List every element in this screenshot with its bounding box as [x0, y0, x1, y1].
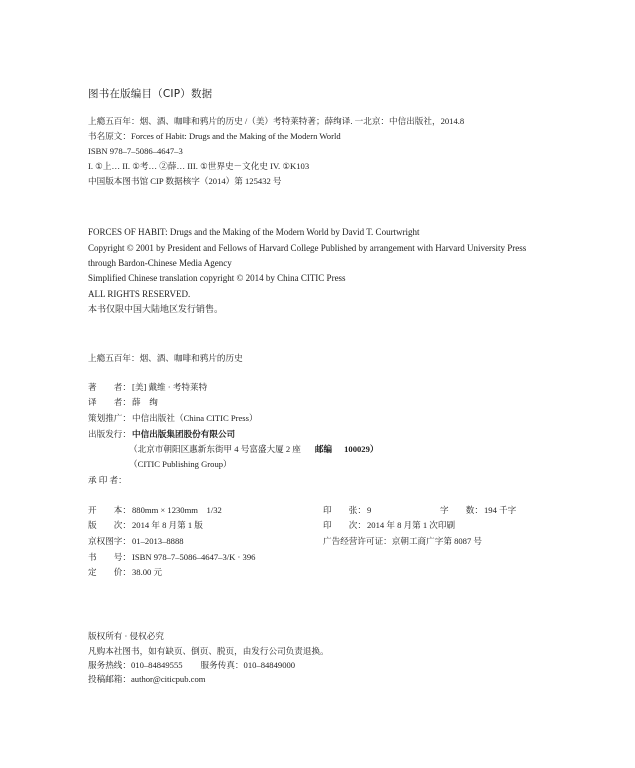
isbn-value: ISBN 978–7–5086–4647–3/K · 396	[132, 552, 256, 562]
permit-value: 01–2013–8888	[132, 536, 184, 546]
copyright-agency: through Bardon-Chinese Media Agency	[88, 258, 232, 268]
author-value: [美] 戴维 · 考特莱特	[132, 382, 208, 392]
service-fax: 服务传真：010–84849000	[200, 660, 296, 670]
edition-label: 版 次：	[88, 520, 131, 530]
copyright-rights-reserved: ALL RIGHTS RESERVED.	[88, 289, 191, 299]
format-label: 开 本：	[88, 505, 131, 515]
spec-edition	[88, 520, 203, 531]
cip-line-original-title: 书名原文：Forces of Habit: Drugs and the Making of the Modern World	[88, 131, 341, 141]
sheets-value: 9	[367, 505, 372, 515]
translator-value: 薛 绚	[132, 397, 158, 407]
copyright-notice: Copyright © 2001 by President and Fellows of Harvard College Published by arrangement with Harvard University Press	[88, 243, 527, 253]
publisher-value: 中信出版集团股份有限公司	[132, 429, 236, 439]
spec-permit	[88, 536, 184, 547]
ad-label: 广告经营许可证：	[323, 536, 392, 546]
planner-value: 中信出版社（China CITIC Press）	[132, 413, 258, 423]
cip-line-isbn: ISBN 978–7–5086–4647–3	[88, 146, 183, 156]
words-label: 字 数：	[440, 505, 483, 515]
isbn-label: 书 号：	[88, 552, 131, 562]
printer-label: 承 印 者：	[88, 475, 127, 485]
cip-line-record-number: 中国版本图书馆 CIP 数据核字（2014）第 125432 号	[88, 176, 282, 186]
copyright-original-title: FORCES OF HABIT: Drugs and the Making of the Modern World by David T. Courtwright	[88, 227, 420, 237]
footer-email: 投稿邮箱：author@citicpub.com	[88, 674, 206, 684]
address-text: （北京市朝阳区惠新东街甲 4 号富盛大厦 2 座	[129, 444, 301, 454]
spec-ad-license	[323, 536, 482, 547]
cip-line-bibliographic: 上瘾五百年：烟、酒、咖啡和鸦片的历史 /（美）考特莱特著；薛绚译. 一北京：中信出版社，2014.8	[88, 116, 465, 126]
edition-value: 2014 年 8 月第 1 版	[132, 520, 203, 530]
permit-label: 京权图字：	[88, 536, 131, 546]
words-value: 194 千字	[484, 505, 517, 515]
credit-printer	[88, 475, 132, 487]
spec-format	[88, 505, 222, 516]
spec-printing	[323, 520, 455, 531]
price-label: 定 价：	[88, 567, 131, 577]
planner-label: 策划推广：	[88, 413, 131, 423]
ad-value: 京朝工商广字第 8087 号	[391, 536, 483, 546]
credit-translator	[88, 397, 158, 409]
cip-heading: 图书在版编目（CIP）数据	[88, 88, 213, 100]
spec-isbn	[88, 552, 255, 563]
price-value: 38.00 元	[132, 567, 163, 577]
author-label: 著 者：	[88, 382, 131, 392]
printing-value: 2014 年 8 月第 1 次印刷	[367, 520, 456, 530]
credit-publisher	[88, 429, 235, 441]
spec-words	[440, 505, 516, 516]
publisher-label: 出版发行：	[88, 429, 131, 439]
footer-rights: 版权所有 · 侵权必究	[88, 631, 164, 641]
postcode-value: 100029）	[344, 444, 379, 454]
footer-contact	[88, 660, 295, 671]
format-value: 880mm × 1230mm 1/32	[132, 505, 222, 515]
copyright-distribution-note: 本书仅限中国大陆地区发行销售。	[88, 304, 224, 314]
publisher-address	[129, 444, 378, 456]
service-phone: 服务热线：010–84849555	[88, 660, 183, 670]
copyright-translation: Simplified Chinese translation copyright © 2014 by China CITIC Press	[88, 273, 346, 283]
group-text: （CITIC Publishing Group）	[129, 459, 232, 469]
credit-author	[88, 382, 207, 394]
publisher-group	[129, 459, 232, 471]
postcode-label: 邮编	[314, 444, 333, 454]
sheets-label: 印 张：	[323, 505, 366, 515]
credit-planner	[88, 413, 258, 425]
translator-label: 译 者：	[88, 397, 131, 407]
cip-line-classification: I. ①上… II. ①考… ②薛… III. ①世界史－文化史 IV. ①K103	[88, 161, 310, 171]
spec-sheets	[323, 505, 371, 516]
printing-label: 印 次：	[323, 520, 366, 530]
footer-return-policy: 凡购本社图书，如有缺页、倒页、脱页，由发行公司负责退换。	[88, 646, 329, 656]
spec-price	[88, 567, 162, 578]
book-title: 上瘾五百年：烟、酒、咖啡和鸦片的历史	[88, 353, 243, 363]
